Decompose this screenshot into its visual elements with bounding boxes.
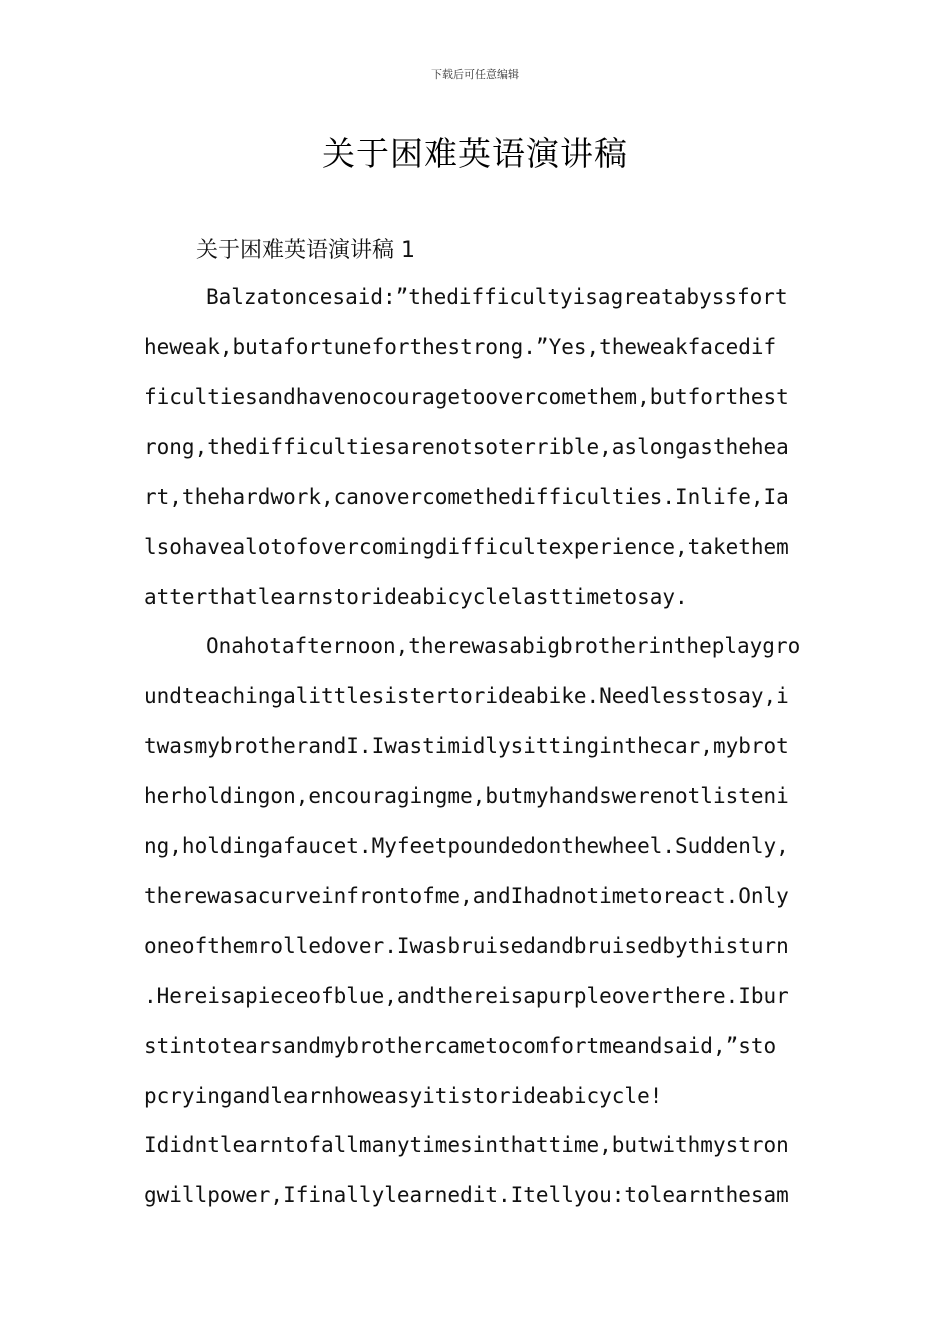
body-line: stintotearsandmybrothercametocomfortmeandsaid,”sto (144, 1034, 777, 1058)
body-line: gwillpower,Ifinallylearnedit.Itellyou:tolearnthesam (144, 1183, 789, 1207)
body-line: oneofthemrolledover.Iwasbruisedandbruisedbythisturn (144, 934, 789, 958)
section-heading: 关于困难英语演讲稿 1 (196, 238, 415, 263)
body-line: ng,holdingafaucet.Myfeetpoundedonthewheel.Suddenly, (144, 834, 789, 858)
body-line: ficultiesandhavenocouragetoovercomethem,butforthest (144, 385, 789, 409)
body-line: atterthatlearnstorideabicyclelasttimetosay. (144, 585, 688, 609)
body-line: Balzatoncesaid:”thedifficultyisagreatabyssfort (206, 285, 788, 309)
body-line: pcryingandlearnhoweasyitistorideabicycle! (144, 1084, 663, 1108)
document-title: 关于困难英语演讲稿 (322, 134, 628, 173)
body-line: Ididntlearntofallmanytimesinthattime,butwithmystron (144, 1133, 789, 1157)
body-line: therewasacurveinfrontofme,andIhadnotimetoreact.Only (144, 884, 789, 908)
body-line: twasmybrotherandI.Iwastimidlysittinginthecar,mybrot (144, 734, 789, 758)
body-line: heweak,butafortuneforthestrong.”Yes,theweakfacedif (144, 335, 777, 359)
body-line: undteachingalittlesistertorideabike.Needlesstosay,i (144, 684, 789, 708)
header-note: 下载后可任意编辑 (431, 68, 519, 81)
body-line: Onahotafternoon,therewasabigbrotherintheplaygro (206, 634, 801, 658)
body-line: lsohavealotofovercomingdifficultexperience,takethem (144, 535, 789, 559)
body-line: .Hereisapieceofblue,andthereisapurpleoverthere.Ibur (144, 984, 789, 1008)
body-line: herholdingon,encouragingme,butmyhandswerenotlisteni (144, 784, 789, 808)
body-line: rong,thedifficultiesarenotsoterrible,aslongasthehea (144, 435, 789, 459)
body-line: rt,thehardwork,canovercomethedifficulties.Inlife,Ia (144, 485, 789, 509)
